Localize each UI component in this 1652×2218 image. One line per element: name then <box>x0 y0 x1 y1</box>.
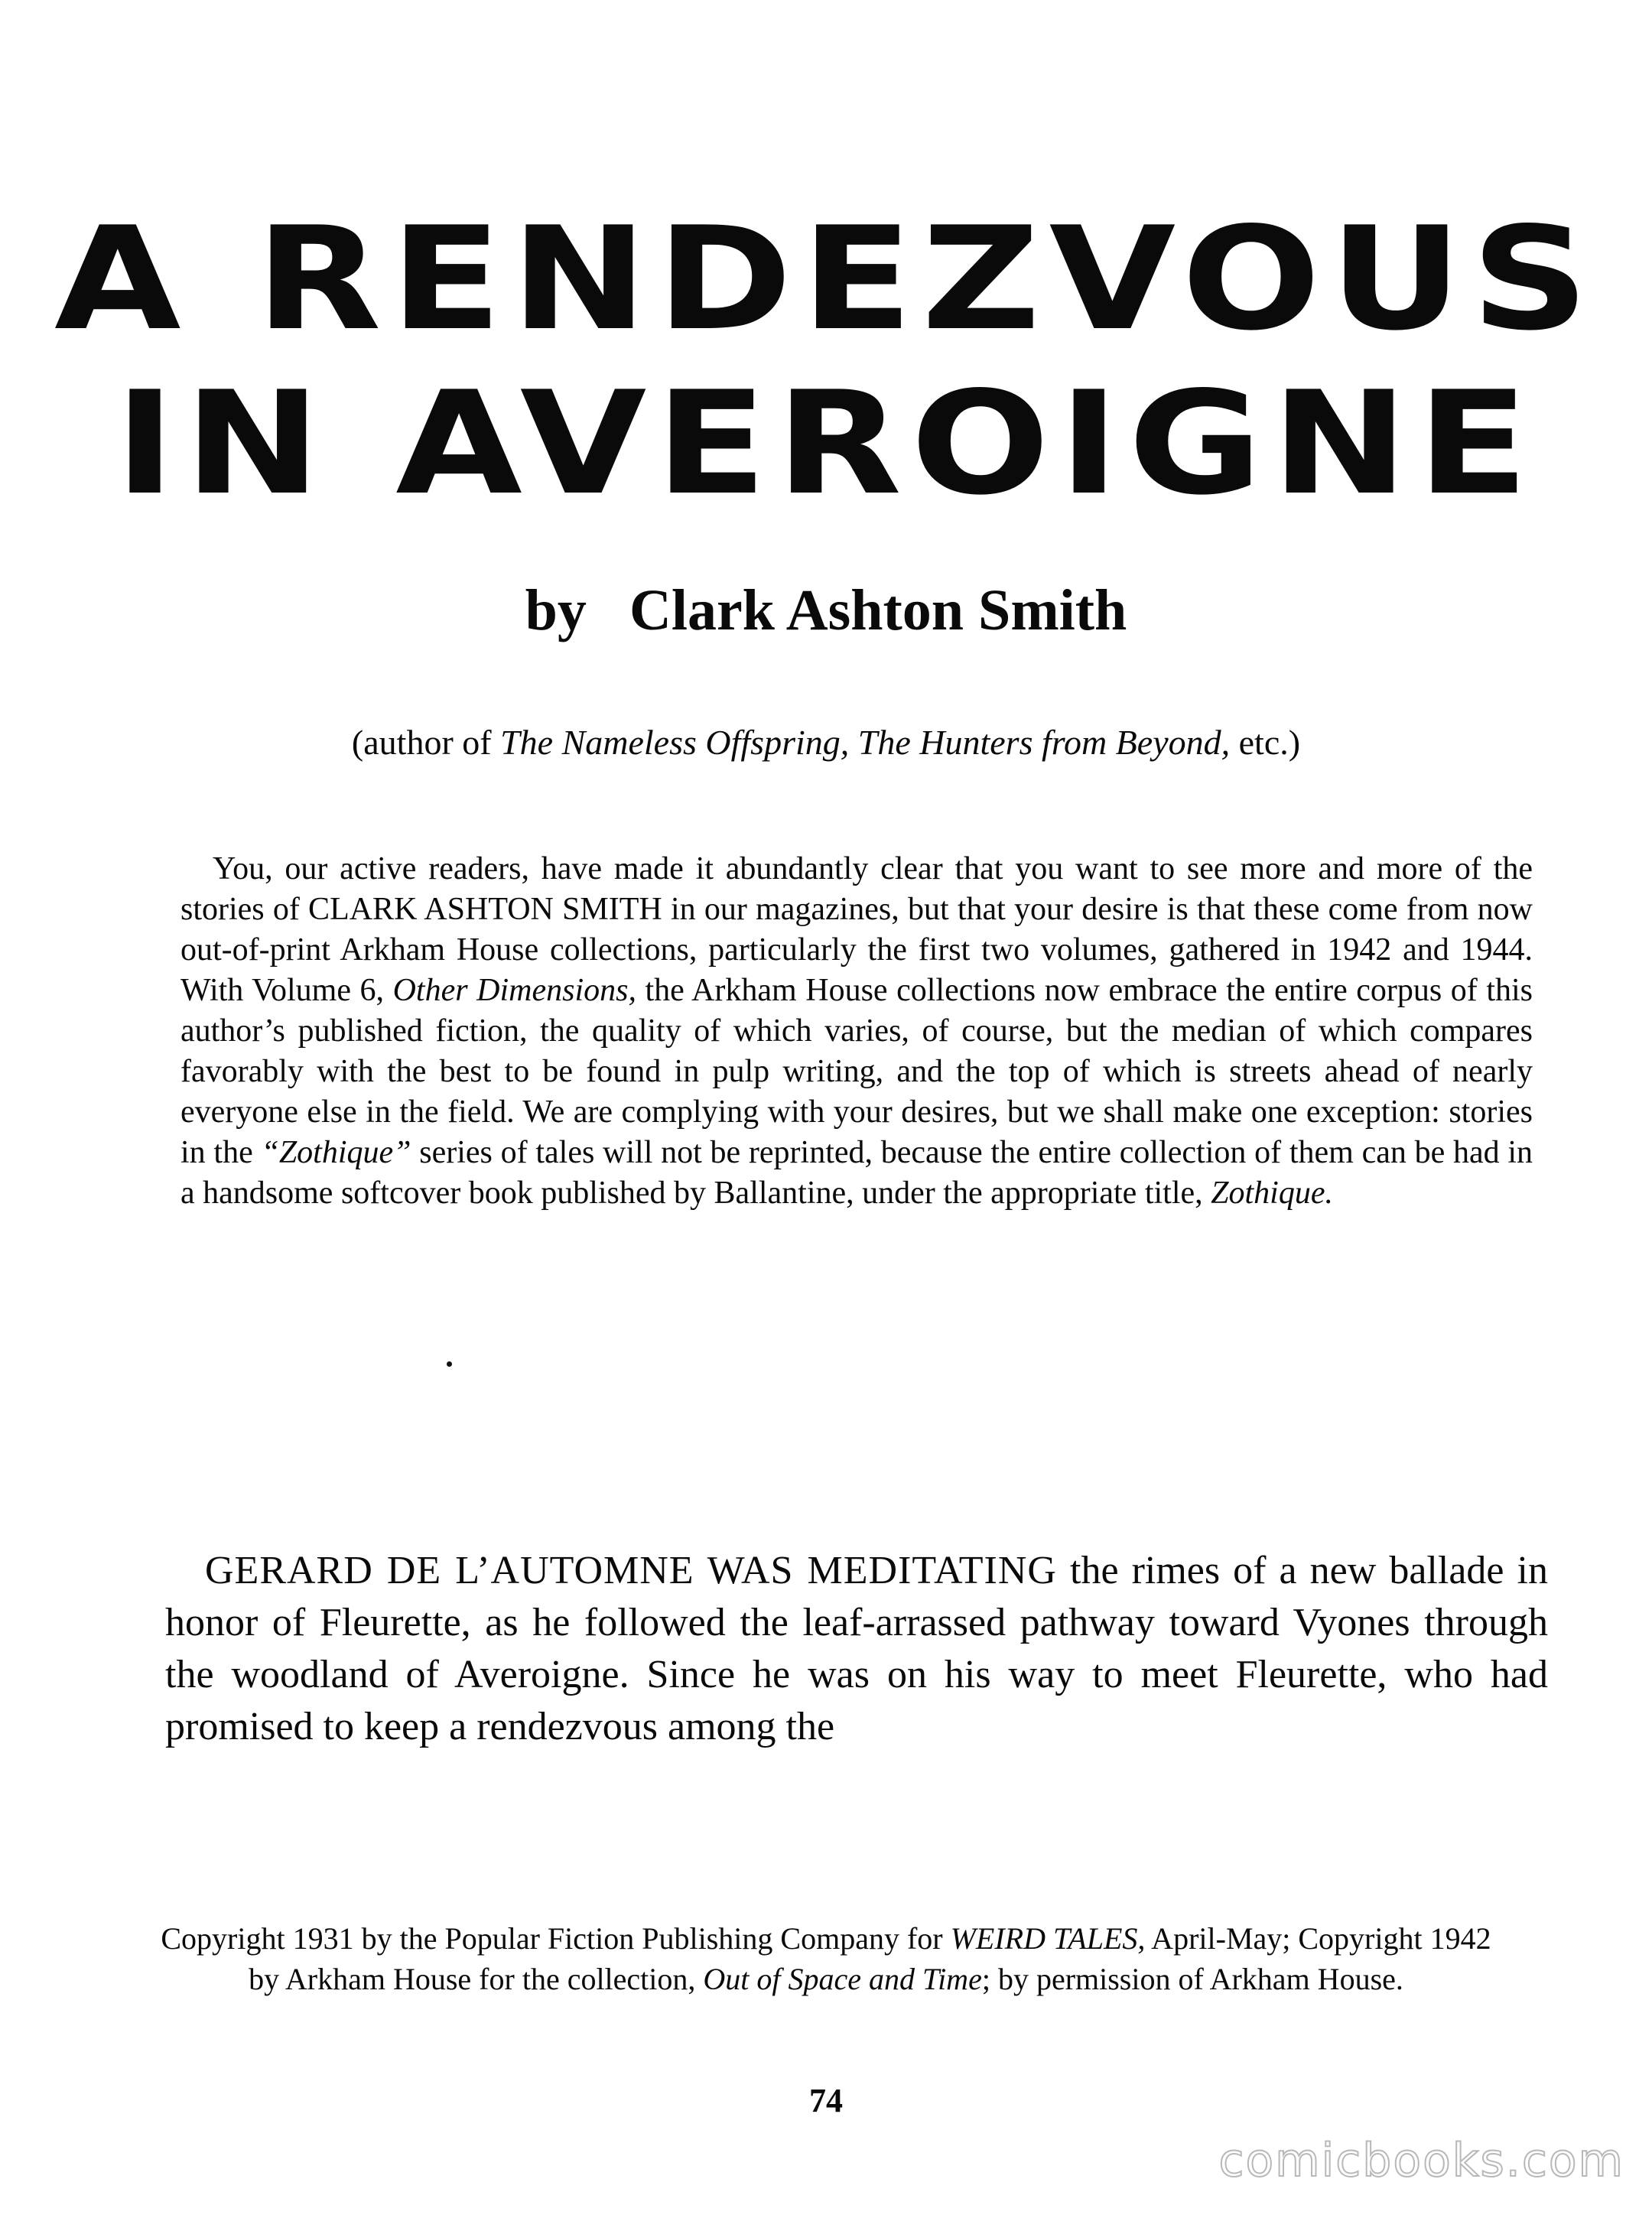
print-speck <box>447 1361 452 1367</box>
credits-before: (author of <box>351 723 501 762</box>
title-line-1: A RENDEZVOUS <box>54 196 1598 362</box>
editorial-intro <box>180 849 1533 1214</box>
byline <box>0 578 1652 642</box>
credits-work-1: The Nameless Offspring, <box>500 723 850 762</box>
copyright-italic-1: WEIRD TALES, <box>950 1921 1146 1956</box>
intro-italic-2: “Zothique” <box>261 1135 411 1170</box>
intro-italic-1: Other Dimensions, <box>392 973 636 1008</box>
intro-text-3: series of tales will not be reprinted, because the entire collection of them can be had in a handsome softcover book published by Ballantine, under the appropriate title, <box>180 1135 1533 1211</box>
story-text: the rimes of a new ballade in honor of Fleurette, as he followed the leaf-arrassed pathway toward Vyones through the woodland of Averoigne. Since he was on his way to meet Fleurette, who had promised to keep a rendezvous among the <box>165 1549 1548 1748</box>
intro-text-2: the Arkham House collections now embrace the entire corpus of this author’s published fiction, the quality of which varies, of course, but the median of which compares favorably with the best to be found in pulp writing, and the top of which is streets ahead of nearly everyone else in the field. We are complying with your desires, but we shall make one exception: stories in the <box>180 973 1533 1170</box>
credits-after: etc.) <box>1230 723 1301 762</box>
page-number: 74 <box>809 2082 843 2119</box>
story-opening <box>165 1545 1548 1753</box>
author-name: Clark Ashton Smith <box>629 578 1127 642</box>
title-line-2: IN AVEROIGNE <box>114 360 1538 526</box>
copyright-text-3: ; by permission of Arkham House. <box>981 1962 1403 1996</box>
byline-prefix: by <box>525 578 587 642</box>
watermark: comicbooks.com <box>1218 2134 1624 2187</box>
copyright-text-2: April-May; Copyright 1942 by Arkham House for the collection, <box>249 1921 1491 1996</box>
copyright-text-1: Copyright 1931 by the Popular Fiction Publishing Company for <box>161 1921 951 1956</box>
credits-work-2: The Hunters from Beyond, <box>857 723 1231 762</box>
author-credits <box>0 725 1652 760</box>
story-lead-in: GERARD DE L’AUTOMNE WAS MEDITATING <box>205 1549 1057 1592</box>
intro-italic-3: Zothique. <box>1211 1176 1333 1211</box>
intro-text-1: You, our active readers, have made it abundantly clear that you want to see more and more of the stories of CLARK ASHTON SMITH in our magazines, but that your desire is that these come from now out-of-print Arkham House collections, particularly the first two volumes, gathered in 1942 and 1944. With Volume 6, <box>180 851 1533 1008</box>
copyright-notice <box>145 1918 1507 1999</box>
copyright-italic-2: Out of Space and Time <box>703 1962 982 1996</box>
credits-separator <box>849 723 858 762</box>
